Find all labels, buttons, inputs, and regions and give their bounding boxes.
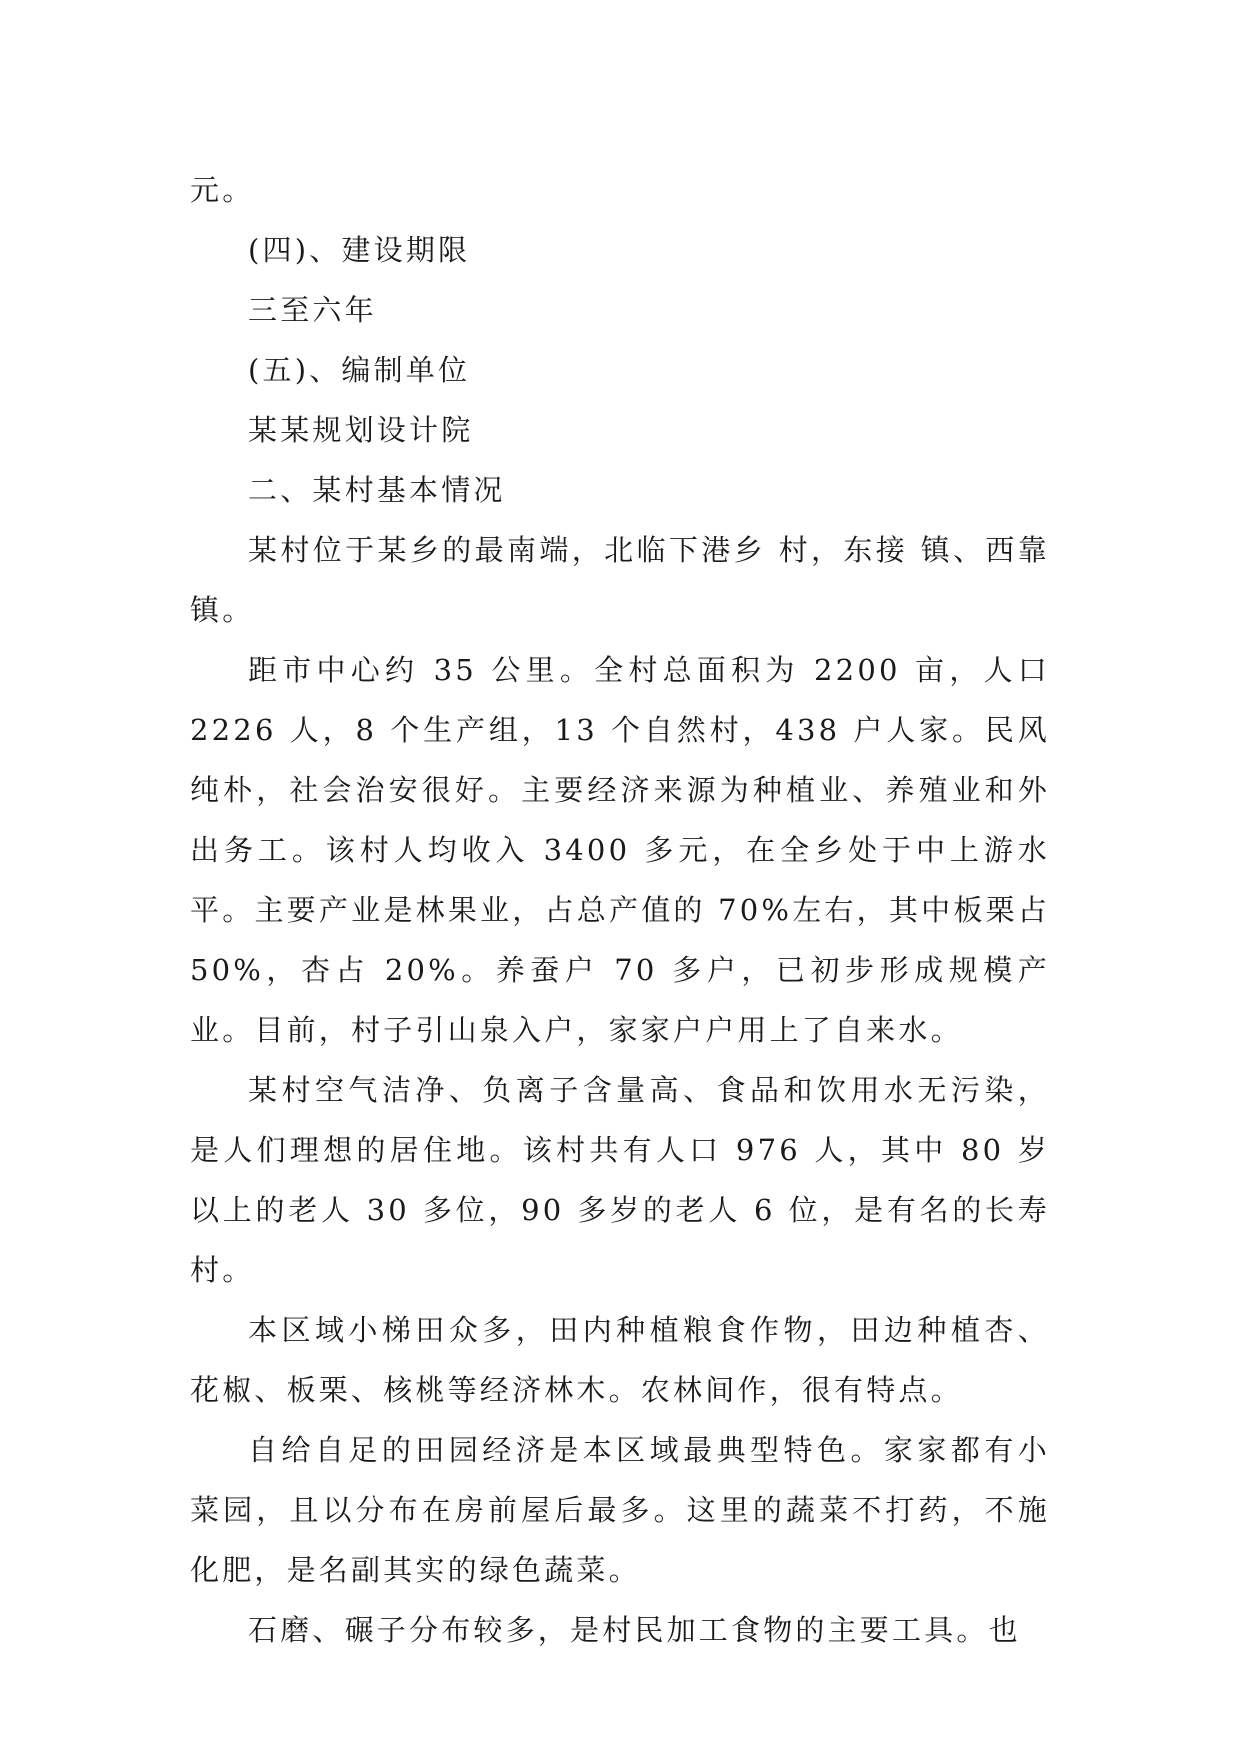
- paragraph-overview: 距市中心约 35 公里。全村总面积为 2200 亩，人口 2226 人，8 个生产组，13 个自然村，438 户人家。民风纯朴，社会治安很好。主要经济来源为种植业、养殖业和外出务工。该村人均收入 3400 多元，在全乡处于中上游水平。主要产业是林果业，占总产值的 70%左右，其中板栗占 50%，杏占 20%。养蚕户 70 多户，已初步形成规模产业。目前，村子引山泉入户，家家户户用上了自来水。: [190, 653, 1050, 1047]
- paragraph-location: 某村位于某乡的最南端，北临下港乡 村，东接 镇、西靠 镇。: [190, 533, 1050, 627]
- paragraph-terraces: 本区域小梯田众多，田内种植粮食作物，田边种植杏、花椒、板栗、核桃等经济林木。农林间作，很有特点。: [190, 1313, 1050, 1407]
- document-body: [190, 160, 1050, 1660]
- paragraph-garden-economy: 自给自足的田园经济是本区域最典型特色。家家都有小菜园，且以分布在房前屋后最多。这里的蔬菜不打药，不施化肥，是名副其实的绿色蔬菜。: [190, 1433, 1050, 1587]
- section-heading-construction-period: (四)、建设期限: [248, 233, 471, 267]
- section-heading-compiling-unit: (五)、编制单位: [248, 353, 471, 387]
- paragraph-compiling-unit: 某某规划设计院: [248, 413, 474, 447]
- paragraph-environment: 某村空气洁净、负离子含量高、食品和饮用水无污染，是人们理想的居住地。该村共有人口 976 人，其中 80 岁以上的老人 30 多位，90 多岁的老人 6 位，是有名的长寿村。: [190, 1073, 1050, 1287]
- paragraph-stone-mills: 石磨、碾子分布较多，是村民加工食物的主要工具。也: [248, 1613, 1021, 1647]
- paragraph-continuation: 元。: [190, 173, 255, 207]
- paragraph-construction-period: 三至六年: [248, 293, 377, 327]
- section-heading-village-basics: 二、某村基本情况: [248, 473, 506, 507]
